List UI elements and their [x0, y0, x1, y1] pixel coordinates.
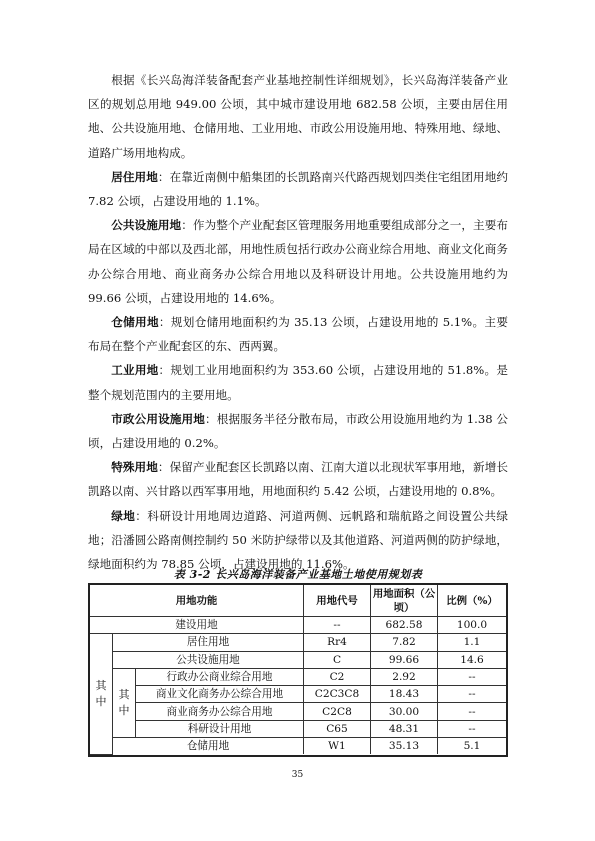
paragraph-text: ：保留产业配套区长凯路以南、江南大道以北现状军事用地，新增长凯路以南、兴甘路以西军事用地，用地面积约 5.42 公顷，占建设用地的 0.8%。: [88, 460, 508, 499]
table-header-row: [90, 585, 506, 617]
label-qizhong-text: 其中: [95, 679, 107, 709]
paragraph: [88, 165, 508, 213]
table-row: [90, 738, 506, 755]
cell-ratio: 5.1: [438, 738, 507, 755]
label-qizhong-text: 其中: [118, 687, 130, 717]
cell-name: 商业文化商务办公综合用地: [136, 686, 304, 703]
cell-area: 35.13: [371, 738, 438, 755]
table-row: [90, 703, 506, 720]
cell-area: 30.00: [371, 703, 438, 720]
cell-code: C65: [304, 720, 371, 737]
cell-name: 居住用地: [113, 634, 304, 651]
paragraph-term: 仓储用地: [111, 315, 159, 330]
cell-code: C2C8: [304, 703, 371, 720]
cell-area: 682.58: [371, 617, 438, 634]
cell-name: 商业商务办公综合用地: [136, 703, 304, 720]
paragraph-text: ：根据服务半径分散布局，市政公用设施用地约为 1.38 公顷，占建设用地的 0.2%。: [88, 411, 508, 451]
paragraph-term: 居住用地: [111, 169, 158, 184]
paragraph: [88, 310, 508, 358]
cell-code: C: [304, 651, 371, 668]
cell-area: 48.31: [371, 720, 438, 737]
cell-area: 99.66: [371, 651, 438, 668]
paragraph-text: ：科研设计用地周边道路、河道两侧、远帆路和瑞航路之间设置公共绿地；沿潘圆公路南侧控制约 50 米防护绿带以及其他道路、河道两侧的防护绿地，绿地面积约为 78.85 公顷，占建设用地的 11.6%。: [88, 508, 508, 572]
paragraph-text: ：在靠近南侧中船集团的长凯路南兴代路西规划四类住宅组团用地约 7.82 公顷，占建设用地的 1.1%。: [88, 169, 508, 209]
table-caption: 表 3-2 长兴岛海洋装备产业基地土地使用规划表: [173, 568, 423, 581]
cell-ratio: --: [438, 720, 507, 737]
paragraph: [88, 213, 508, 310]
cell-code: --: [304, 617, 371, 634]
body-text: [88, 68, 508, 576]
cell-code: C2: [304, 668, 371, 685]
header-ratio: 比例（%）: [438, 585, 507, 617]
cell-ratio: --: [438, 668, 507, 685]
header-function: 用地功能: [90, 585, 304, 617]
table-row: [90, 668, 506, 685]
cell-code: Rr4: [304, 634, 371, 651]
cell-ratio: 1.1: [438, 634, 507, 651]
cell-area: 2.92: [371, 668, 438, 685]
cell-code: W1: [304, 738, 371, 755]
paragraph: [88, 358, 508, 406]
paragraph-text: ：作为整个产业配套区管理服务用地重要组成部分之一，主要布局在区域的中部以及西北部，用地性质包括行政办公商业综合用地、商业文化商务办公综合用地、商业商务办公综合用地以及科研设计用地。公共设施用地约为 99.66 公顷，占建设用地的 14.6%。: [88, 218, 508, 305]
page-number: 35: [291, 770, 304, 780]
table-row: [90, 634, 506, 651]
header-code: 用地代号: [304, 585, 371, 617]
cell-ratio: --: [438, 703, 507, 720]
paragraph: [88, 455, 508, 503]
paragraph-term: 公共设施用地: [111, 218, 182, 233]
table-row: [90, 720, 506, 737]
paragraph-term: 工业用地: [111, 363, 159, 378]
paragraph-text: ：规划工业用地面积约为 353.60 公顷，占建设用地的 51.8%。是整个规划范围内的主要用地。: [88, 363, 508, 402]
paragraph-text: 根据《长兴岛海洋装备配套产业基地控制性详细规划》，长兴岛海洋装备产业区的规划总用地 949.00 公顷，其中城市建设用地 682.58 公顷，主要由居住用地、公共设施用地、仓储用地、工业用地、市政公用设施用地、特殊用地、绿地、道路广场用地构成。: [88, 73, 508, 160]
cell-name: 行政办公商业综合用地: [136, 668, 304, 685]
paragraph: [88, 407, 508, 455]
table-row: [90, 686, 506, 703]
cell-ratio: 14.6: [438, 651, 507, 668]
label-qizhong-outer: [90, 634, 113, 755]
header-area: 用地面积（公顷）: [371, 585, 438, 617]
paragraph-term: 绿地: [111, 508, 136, 523]
cell-ratio: 100.0: [438, 617, 507, 634]
cell-name: 建设用地: [90, 617, 304, 634]
cell-name: 公共设施用地: [113, 651, 304, 668]
land-use-table: [88, 583, 508, 757]
label-qizhong-inner: [113, 668, 136, 737]
cell-ratio: --: [438, 686, 507, 703]
table-row: [90, 651, 506, 668]
paragraph-text: ：规划仓储用地面积约为 35.13 公顷，占建设用地的 5.1%。主要布局在整个产业配套区的东、西两翼。: [88, 315, 508, 354]
cell-area: 18.43: [371, 686, 438, 703]
paragraph: [88, 68, 508, 165]
paragraph-term: 市政公用设施用地: [111, 411, 205, 426]
cell-name: 科研设计用地: [136, 720, 304, 737]
cell-name: 仓储用地: [113, 738, 304, 755]
cell-area: 7.82: [371, 634, 438, 651]
table-row: [90, 617, 506, 634]
cell-code: C2C3C8: [304, 686, 371, 703]
paragraph-term: 特殊用地: [111, 460, 158, 475]
